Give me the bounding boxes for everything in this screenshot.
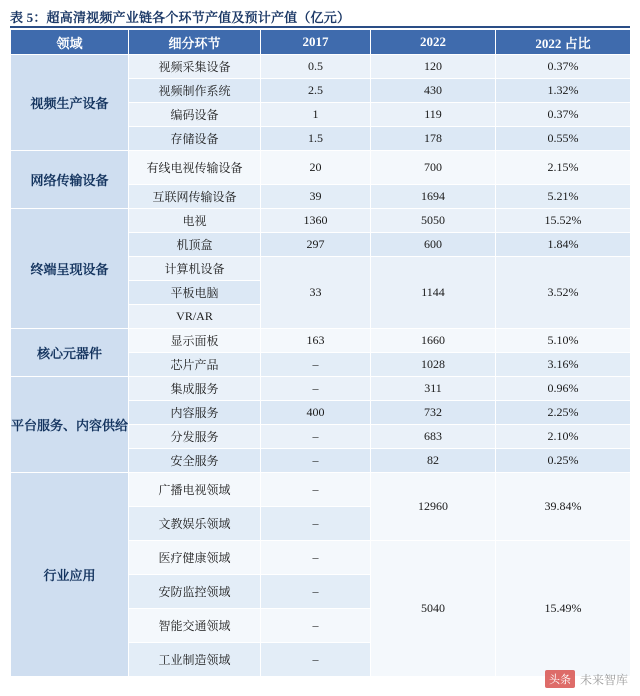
table-row [11,473,631,507]
table-row [11,329,631,353]
value-share: 2.15% [496,151,631,185]
value-share: 0.55% [496,127,631,151]
value-2022: 732 [371,401,496,425]
value-share: 0.25% [496,449,631,473]
value-2017: 1 [261,103,371,127]
table-row [11,151,631,185]
segment-label: 视频制作系统 [129,79,261,103]
value-share: 3.16% [496,353,631,377]
column-header-share: 2022 占比 [496,30,631,55]
data-table [10,29,631,677]
value-2017: 0.5 [261,55,371,79]
value-2022: 1694 [371,185,496,209]
value-2022: 1028 [371,353,496,377]
watermark [545,670,628,688]
column-header-2017: 2017 [261,30,371,55]
value-2017: – [261,609,371,643]
segment-label: 内容服务 [129,401,261,425]
segment-label: 广播电视领域 [129,473,261,507]
segment-label: 机顶盒 [129,233,261,257]
table-body [11,55,631,677]
value-share: 1.32% [496,79,631,103]
value-2017: 1360 [261,209,371,233]
column-header-segment: 细分环节 [129,30,261,55]
segment-label: 平板电脑 [129,281,261,305]
segment-label: VR/AR [129,305,261,329]
value-share: 5.21% [496,185,631,209]
value-share: 2.25% [496,401,631,425]
column-header-domain: 领域 [11,30,129,55]
value-share: 15.52% [496,209,631,233]
table-row [11,209,631,233]
value-2017: – [261,575,371,609]
segment-label: 智能交通领域 [129,609,261,643]
value-2022: 12960 [371,473,496,541]
value-2017: – [261,377,371,401]
value-2017: – [261,425,371,449]
segment-label: 存储设备 [129,127,261,151]
segment-label: 有线电视传输设备 [129,151,261,185]
table-caption [10,6,630,28]
value-2017: 33 [261,257,371,329]
column-header-2022: 2022 [371,30,496,55]
segment-label: 计算机设备 [129,257,261,281]
value-share: 0.37% [496,103,631,127]
value-2022: 600 [371,233,496,257]
watermark-text: 未来智库 [579,672,628,687]
table-caption-text: 表 5：超高清视频产业链各个环节产值及预计产值（亿元） [10,9,351,25]
group-label-industry-application: 行业应用 [11,473,129,677]
group-label-network-transmission: 网络传输设备 [11,151,129,209]
value-2022: 120 [371,55,496,79]
value-share: 5.10% [496,329,631,353]
value-2017: 39 [261,185,371,209]
value-2017: – [261,353,371,377]
value-2017: 163 [261,329,371,353]
value-2017: – [261,449,371,473]
segment-label: 显示面板 [129,329,261,353]
segment-label: 工业制造领域 [129,643,261,677]
toutiao-badge: 头条 [545,670,575,688]
value-2017: 297 [261,233,371,257]
value-share: 1.84% [496,233,631,257]
segment-label: 芯片产品 [129,353,261,377]
value-2022: 311 [371,377,496,401]
value-share: 0.37% [496,55,631,79]
value-2017: – [261,541,371,575]
segment-label: 文教娱乐领域 [129,507,261,541]
value-share: 3.52% [496,257,631,329]
segment-label: 医疗健康领域 [129,541,261,575]
header-row [11,30,631,55]
value-2022: 119 [371,103,496,127]
value-2022: 1660 [371,329,496,353]
table-row [11,55,631,79]
value-2017: – [261,507,371,541]
value-2017: – [261,473,371,507]
value-2022: 5050 [371,209,496,233]
value-2017: 20 [261,151,371,185]
value-2022: 700 [371,151,496,185]
table-header [11,30,631,55]
value-2017: 1.5 [261,127,371,151]
segment-label: 安全服务 [129,449,261,473]
value-2022: 1144 [371,257,496,329]
value-2022: 683 [371,425,496,449]
segment-label: 视频采集设备 [129,55,261,79]
value-2022: 430 [371,79,496,103]
segment-label: 电视 [129,209,261,233]
value-share: 0.96% [496,377,631,401]
segment-label: 集成服务 [129,377,261,401]
value-share: 2.10% [496,425,631,449]
group-label-video-production: 视频生产设备 [11,55,129,151]
value-2017: – [261,643,371,677]
segment-label: 互联网传输设备 [129,185,261,209]
value-2022: 82 [371,449,496,473]
value-2022: 5040 [371,541,496,677]
segment-label: 编码设备 [129,103,261,127]
group-label-platform-content: 平台服务、内容供给 [11,377,129,473]
group-label-core-components: 核心元器件 [11,329,129,377]
value-2022: 178 [371,127,496,151]
value-2017: 2.5 [261,79,371,103]
table-row [11,377,631,401]
group-label-terminal-display: 终端呈现设备 [11,209,129,329]
value-share: 15.49% [496,541,631,677]
value-2017: 400 [261,401,371,425]
segment-label: 安防监控领域 [129,575,261,609]
segment-label: 分发服务 [129,425,261,449]
value-share: 39.84% [496,473,631,541]
